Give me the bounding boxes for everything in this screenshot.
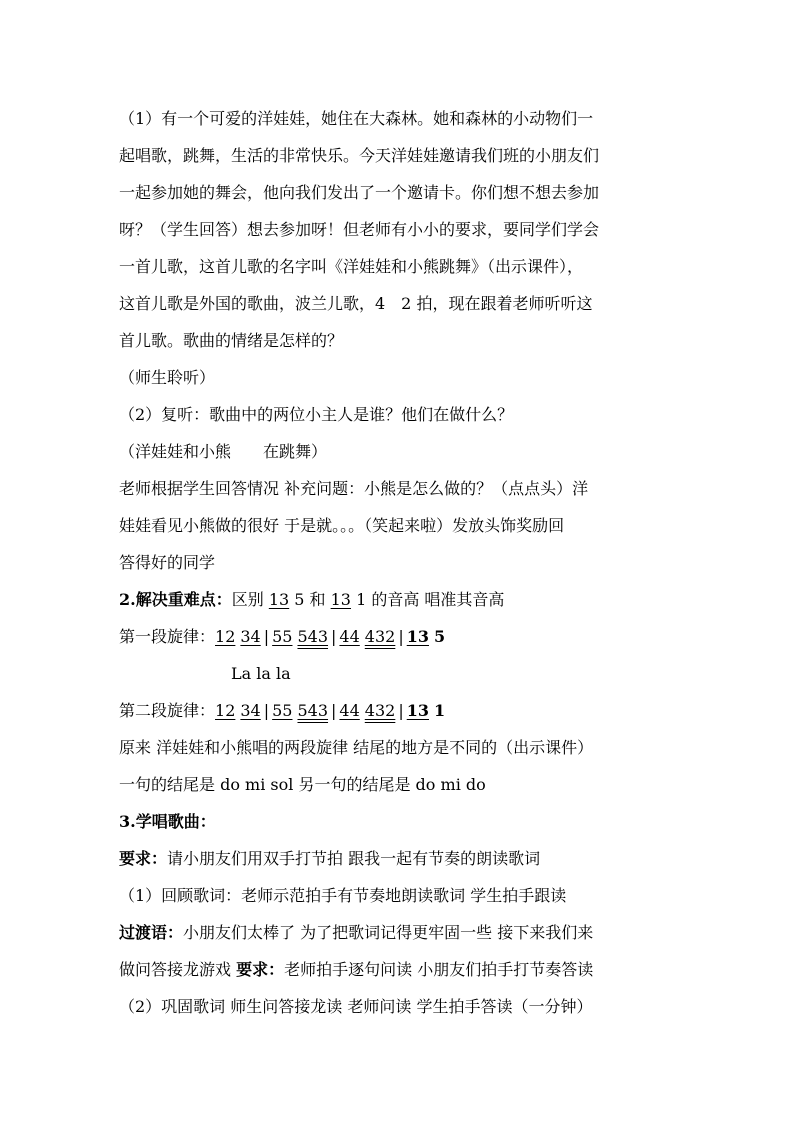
teacher-paragraph-line: 答得好的同学	[119, 553, 216, 572]
lyric-line: La la la	[231, 664, 291, 683]
requirement-label: 要求：	[236, 960, 285, 979]
notation-underlined: 13	[330, 590, 351, 609]
note-group: 55	[272, 627, 293, 646]
key-point-text: 区别	[231, 590, 269, 609]
paragraph-line: 一首儿歌，这首儿歌的名字叫《洋娃娃和小熊跳舞》（出示课件），	[119, 257, 584, 276]
paragraph-line: 起唱歌，跳舞，生活的非常快乐。今天洋娃娃邀请我们班的小朋友们	[119, 146, 600, 165]
transition-line	[119, 914, 679, 951]
transition-label: 过渡语：	[119, 923, 184, 942]
paragraph-line: （1）有一个可爱的洋娃娃，她住在大森林。她和森林的小动物们一	[119, 109, 594, 128]
bar-line: |	[398, 701, 404, 720]
section-heading-2: 2.解决重难点：	[119, 590, 232, 609]
section-heading-3: 3.学唱歌曲：	[119, 812, 216, 831]
melody-line-1	[119, 618, 679, 655]
note-group: 543	[297, 701, 329, 720]
key-point-line	[119, 581, 679, 618]
bar-line: |	[398, 627, 404, 646]
bar-line: |	[263, 701, 270, 720]
transition-text: 做问答接龙游戏	[119, 960, 237, 979]
bar-line: |	[331, 701, 337, 720]
note-group: 34	[240, 627, 261, 646]
paragraph-line: 呀？（学生回答）想去参加呀！但老师有小小的要求，要同学们学会	[119, 220, 600, 239]
note-group: 34	[240, 701, 261, 720]
conclusion-line: 一句的结尾是 do mi sol 另一句的结尾是 do mi do	[119, 775, 486, 794]
review-answer: （洋娃娃和小熊 在跳舞）	[119, 442, 328, 461]
bar-line: |	[263, 627, 270, 646]
notation-underlined: 13	[268, 590, 290, 609]
recall-line: （1）回顾歌词：老师示范拍手有节奏地朗读歌词 学生拍手跟读	[119, 886, 567, 905]
paragraph-line: 一起参加她的舞会，他向我们发出了一个邀请卡。你们想不想去参加	[119, 183, 600, 202]
melody-label: 第二段旋律：	[119, 701, 216, 720]
teacher-paragraph-line: 娃娃看见小熊做的很好 于是就。。。（笑起来啦）发放头饰奖励回	[119, 516, 565, 535]
note-ending: 5	[433, 627, 446, 646]
note-group: 543	[297, 627, 329, 646]
transition-line	[119, 951, 679, 988]
note-group: 12	[215, 701, 236, 720]
melody-line-2	[119, 692, 679, 729]
requirement-label: 要求：	[119, 849, 168, 868]
melody-label: 第一段旋律：	[119, 627, 216, 646]
teacher-paragraph-line: 老师根据学生回答情况 补充问题：小熊是怎么做的？（点点头）洋	[119, 479, 589, 498]
key-point-text: 5 和	[289, 590, 331, 609]
conclusion-line: 原来 洋娃娃和小熊唱的两段旋律 结尾的地方是不同的（出示课件）	[119, 738, 594, 757]
listen-note: （师生聆听）	[119, 368, 216, 387]
bar-line: |	[331, 627, 337, 646]
requirement-line	[119, 840, 679, 877]
transition-text: 小朋友们太棒了 为了把歌词记得更牢固一些 接下来我们来	[183, 923, 594, 942]
note-group-ending: 13	[406, 701, 429, 720]
paragraph-line: 首儿歌。歌曲的情绪是怎样的？	[119, 331, 344, 350]
note-group: 55	[272, 701, 293, 720]
note-group: 432	[364, 627, 396, 646]
key-point-text: 1 的音高 唱准其音高	[350, 590, 505, 609]
note-group-ending: 13	[406, 627, 429, 646]
document-body	[119, 100, 679, 1025]
note-group: 44	[339, 627, 360, 646]
paragraph-line: 这首儿歌是外国的歌曲，波兰儿歌，4 2 拍，现在跟着老师听听这	[119, 294, 593, 313]
note-group: 44	[339, 701, 360, 720]
transition-text: 老师拍手逐句问读 小朋友们拍手打节奏答读	[284, 960, 594, 979]
note-group: 12	[215, 627, 236, 646]
note-ending: 1	[433, 701, 446, 720]
consolidate-line: （2）巩固歌词 师生问答接龙读 老师问读 学生拍手答读（一分钟）	[119, 997, 593, 1016]
review-question: （2）复听：歌曲中的两位小主人是谁？他们在做什么？	[119, 405, 514, 424]
note-group: 432	[364, 701, 396, 720]
requirement-text: 请小朋友们用双手打节拍 跟我一起有节奏的朗读歌词	[167, 849, 541, 868]
